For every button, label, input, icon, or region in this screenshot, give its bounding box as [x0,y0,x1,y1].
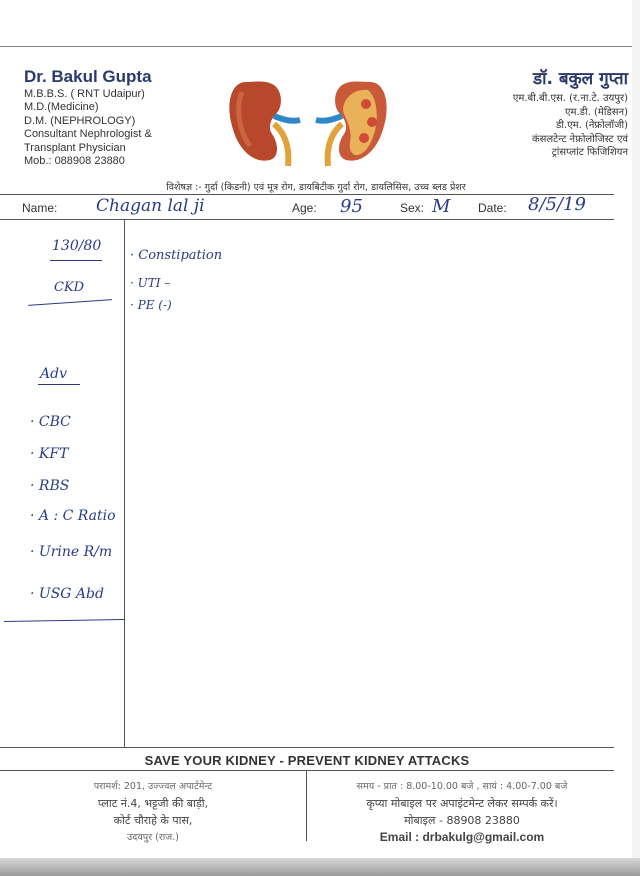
patient-name: Chagan lal ji [96,196,205,216]
fields-bottom-rule [0,219,614,220]
test-item: · RBS [30,478,70,494]
doctor-name-english: Dr. Bakul Gupta [24,67,152,86]
kidney-cross-section-icon [316,82,387,167]
address-line: उदयपुर (राज.) [127,832,179,843]
doctor-name-hindi: डॉ. बकुल गुप्ता [533,69,628,89]
qualification-line-hindi: कंसलटेन्ट नेफ्रोलोजिस्ट एवं [531,133,628,145]
qualification-line: M.D.(Medicine) [24,101,99,114]
clinic-contact [310,778,614,846]
visit-date: 8/5/19 [528,194,586,215]
qualification-line: D.M. (NEPHROLOGY) [24,114,136,127]
complaint-item: · UTI – [130,276,171,290]
qualification-line-hindi: एम.बी.बी.एस. (र.ना.टे. उयपुर) [512,93,628,104]
top-divider [0,46,632,47]
page-edge-shadow [0,858,640,876]
sex-label: Sex: [400,201,425,215]
clinic-address [0,778,306,846]
footer-top-rule [0,747,614,748]
appointment-note: कृप्या मोबाइल पर अपाइंटमेन्ट लेकर सम्पर्क करें। [366,797,558,810]
advice-heading: Adv [40,366,67,382]
qualification-line: Consultant Nephrologist & [24,128,152,141]
age-label: Age: [292,201,317,215]
blood-pressure: 130/80 [52,238,102,254]
test-item: · A : C Ratio [30,508,116,524]
qualification-line: M.B.B.S. ( RNT Udaipur) [24,88,145,100]
footer-tagline: SAVE YOUR KIDNEY - PREVENT KIDNEY ATTACKS [144,753,470,768]
qualification-line-hindi: एम.डी. (मेडिसन) [564,106,628,118]
test-item: · Urine R/m [30,544,113,560]
qualifications-hindi [513,92,628,160]
bp-underline [50,260,102,261]
footer-mid-rule [0,770,614,771]
clinic-timing: समय - प्रात : 8.00-10.00 बजे , सायं : 4.00-7.00 बजे [356,781,568,792]
date-label: Date: [478,201,507,215]
kidney-illustration [228,76,388,168]
fields-top-rule [0,194,614,195]
specialty-line: विशेषज्ञ :- गुर्दा (किडनी) एवं मूत्र रोग, डायबिटीक गुर्दा रोग, डायलिसिस, उच्च ब्लड प्रेशर [166,182,466,193]
clinic-email[interactable]: Email : drbakulg@gmail.com [379,830,545,844]
address-line: कोर्ट चौराहे के पास, [113,814,193,827]
complaint-item: · PE (-) [130,298,172,312]
address-line: परामर्श: 201, उज्ज्वल अपार्टमेन्ट [93,781,213,792]
column-divider [124,219,125,747]
complaint-item: · Constipation [130,248,223,263]
kidney-left-icon [229,82,300,167]
address-line: प्लाट नं.4, भट्टजी की बाड़ी, [97,797,209,810]
clinic-mobile: मोबाइल - 88908 23880 [404,814,520,827]
qualifications-english [24,88,152,168]
test-item: · USG Abd [30,586,104,602]
name-label: Name: [22,201,58,215]
qualification-line-hindi: डी.एम. (नेफ्रोलॉजी) [555,120,628,132]
mobile-number: Mob.: 088908 23880 [24,155,125,168]
patient-age: 95 [340,196,363,217]
test-item: · KFT [30,446,69,462]
qualification-line: Transplant Physician [24,141,126,154]
diagnosis: CKD [54,280,85,295]
patient-sex: M [432,196,451,217]
advice-underline [38,384,80,385]
qualification-line-hindi: ट्रांसप्लांट फिजिशियन [551,147,628,159]
test-item: · CBC [30,414,71,430]
footer-divider [306,771,307,841]
